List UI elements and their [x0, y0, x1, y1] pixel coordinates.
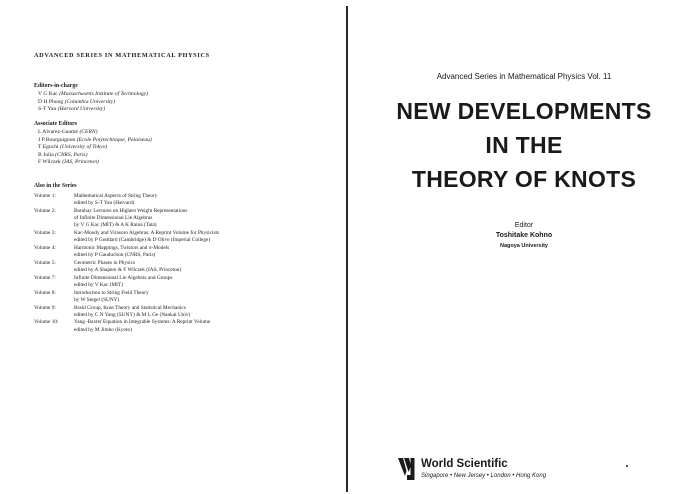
book-title-line: THEORY OF KNOTS [411, 166, 637, 192]
volume-number: Volume 5: [34, 259, 56, 266]
volume-credit: edited by A Shapere & F Wilczek (IAS, Princeton) [74, 266, 182, 273]
volume-title: Braid Group, Knot Theory and Statistical Mechanics [74, 304, 186, 311]
volume-number: Volume 4: [34, 244, 56, 251]
volume-number: Volume 9: [34, 304, 56, 311]
book-title-line: IN THE [485, 132, 563, 158]
volume-credit: edited by P Gauduchon (CNRS, Paris) [74, 252, 156, 259]
editor-affiliation: Nagoya University [500, 243, 548, 249]
volume-credit: edited by M Jimbo (Kyoto) [74, 326, 132, 333]
associate-editor-entry: T Eguchi (University of Tokyo) [38, 144, 108, 150]
publisher-cities: Singapore • New Jersey • London • Hong Kong [421, 473, 547, 479]
volume-list [34, 193, 334, 334]
volume-number: Volume 7: [34, 274, 56, 281]
scan-speck [626, 465, 628, 467]
series-volume-line: Advanced Series in Mathematical Physics Vol. 11 [436, 72, 612, 81]
volume-title: Kac-Moody and Virasoro Algebras: A Reprint Volume for Physicists [74, 229, 220, 236]
volume-entry [34, 319, 334, 333]
editor-in-charge-entry: D H Phong (Columbia University) [38, 98, 116, 105]
volume-entry [34, 260, 334, 274]
publisher-imprint [398, 455, 688, 485]
editors-in-charge-heading: Editors-in-charge [34, 83, 78, 89]
volume-entry [34, 245, 334, 259]
editor-in-charge-entry: V G Kac (Massachusetts Institute of Technology) [38, 91, 149, 97]
associate-editor-entry: L Alvarez-Gaumé (CERN) [38, 129, 98, 135]
volume-entry [34, 290, 334, 304]
associate-editor-entry: B Julia (CNRS, Paris) [38, 151, 88, 158]
volume-title: Geometric Phases in Physics [74, 259, 136, 266]
publisher-name: World Scientific [421, 458, 508, 470]
volume-credit: edited by P Goddard (Cambridge) & D Olive (Imperial College) [74, 237, 211, 244]
editor-name: Toshitake Kohno [495, 232, 553, 239]
volume-title: Yang–Baxter Equation in Integrable Systems: A Reprint Volume [74, 319, 211, 326]
volume-number: Volume 1: [34, 193, 56, 199]
editor-in-charge-entry: S-T Yau (Harvard University) [38, 106, 106, 112]
volume-title: Introduction to String Field Theory [74, 289, 149, 296]
volume-title: of Infinite Dimensional Lie Algebras [74, 215, 153, 222]
volume-title: Bombay Lectures on Highest Weight Representations [74, 207, 188, 214]
volume-number: Volume 2: [34, 207, 56, 214]
volume-credit: by W Siegel (SUNY) [74, 296, 120, 303]
volume-title: Mathematical Aspects of String Theory [74, 193, 158, 199]
volume-entry [34, 305, 334, 319]
volume-credit: edited by S-T Yau (Harvard) [74, 200, 135, 207]
volume-number: Volume 10: [34, 319, 59, 326]
volume-title: Infinite Dimensional Lie Algebras and Groups [74, 274, 173, 281]
world-scientific-logo-icon [398, 457, 415, 481]
associate-editor-entry: F Wilczek (IAS, Princeton) [38, 159, 99, 165]
volume-number: Volume 8: [34, 289, 56, 296]
series-page [0, 0, 346, 494]
volume-credit: by V G Kac (MIT) & A K Raina (Tata) [74, 222, 157, 229]
editor-label: Editor [514, 222, 534, 229]
associate-editors-heading: Associate Editors [34, 121, 77, 127]
book-title [348, 94, 700, 196]
volume-title: Harmonic Mappings, Twistors and σ-Models [74, 244, 170, 251]
volume-entry [34, 275, 334, 289]
volume-number: Volume 3: [34, 229, 56, 236]
also-in-series-heading: Also in the Series [34, 183, 77, 189]
title-page [348, 0, 700, 494]
volume-entry [34, 193, 334, 207]
volume-credit: edited by C N Yang (SUNY) & M L Ge (Nankai Univ) [74, 311, 191, 318]
book-title-line: NEW DEVELOPMENTS [396, 98, 652, 124]
volume-entry [34, 208, 334, 229]
series-header: ADVANCED SERIES IN MATHEMATICAL PHYSICS [34, 52, 210, 59]
associate-editor-entry: J P Bourguignon (Ecole Polytechnique, Palaiseau) [38, 136, 152, 143]
volume-credit: edited by V Kac (MIT) [74, 281, 123, 288]
volume-entry [34, 230, 334, 244]
